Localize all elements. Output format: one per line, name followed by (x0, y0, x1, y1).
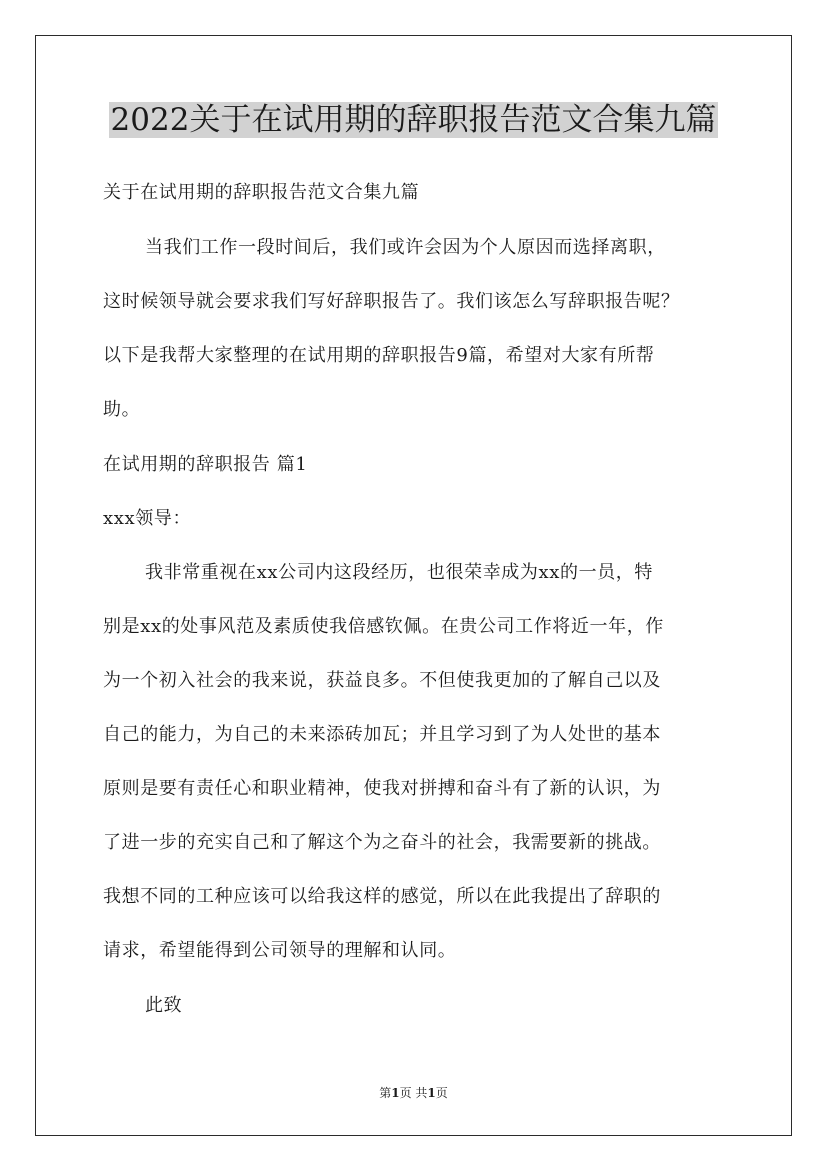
body-line-8: 请求，希望能得到公司领导的理解和认同。 (103, 940, 457, 961)
footer-page-total: 1 (427, 1086, 436, 1100)
body-line-4: 自己的能力，为自己的未来添砖加瓦；并且学习到了为人处世的基本 (103, 724, 661, 745)
document-title (0, 98, 827, 142)
body-line-7: 我想不同的工种应该可以给我这样的感觉，所以在此我提出了辞职的 (103, 886, 661, 907)
footer-page-prefix: 第 (379, 1086, 392, 1100)
intro-line-3: 以下是我帮大家整理的在试用期的辞职报告9篇，希望对大家有所帮 (103, 345, 655, 366)
footer-page-mid: 页 共 (399, 1086, 428, 1100)
body-line-1: 我非常重视在xx公司内这段经历，也很荣幸成为xx的一员，特 (145, 562, 654, 583)
page-footer (0, 1085, 827, 1101)
closing-text: 此致 (145, 995, 183, 1016)
body-line-3: 为一个初入社会的我来说，获益良多。不但使我更加的了解自己以及 (103, 670, 661, 691)
body-line-5: 原则是要有责任心和职业精神，使我对拼搏和奋斗有了新的认识，为 (103, 778, 661, 799)
intro-line-2: 这时候领导就会要求我们写好辞职报告了。我们该怎么写辞职报告呢？ (103, 291, 680, 312)
section-heading: 在试用期的辞职报告 篇1 (103, 454, 308, 475)
intro-line-4: 助。 (103, 399, 141, 420)
document-title-text: 2022关于在试用期的辞职报告范文合集九篇 (110, 102, 717, 138)
salutation: xxx领导： (103, 508, 192, 529)
footer-page-suffix: 页 (435, 1086, 448, 1100)
footer-page-number: 1 (391, 1086, 400, 1100)
body-line-6: 了进一步的充实自己和了解这个为之奋斗的社会，我需要新的挑战。 (103, 832, 661, 853)
document-subtitle: 关于在试用期的辞职报告范文合集九篇 (103, 182, 420, 203)
body-line-2: 别是xx的处事风范及素质使我倍感钦佩。在贵公司工作将近一年，作 (103, 616, 664, 637)
intro-line-1: 当我们工作一段时间后，我们或许会因为个人原因而选择离职， (145, 237, 666, 258)
